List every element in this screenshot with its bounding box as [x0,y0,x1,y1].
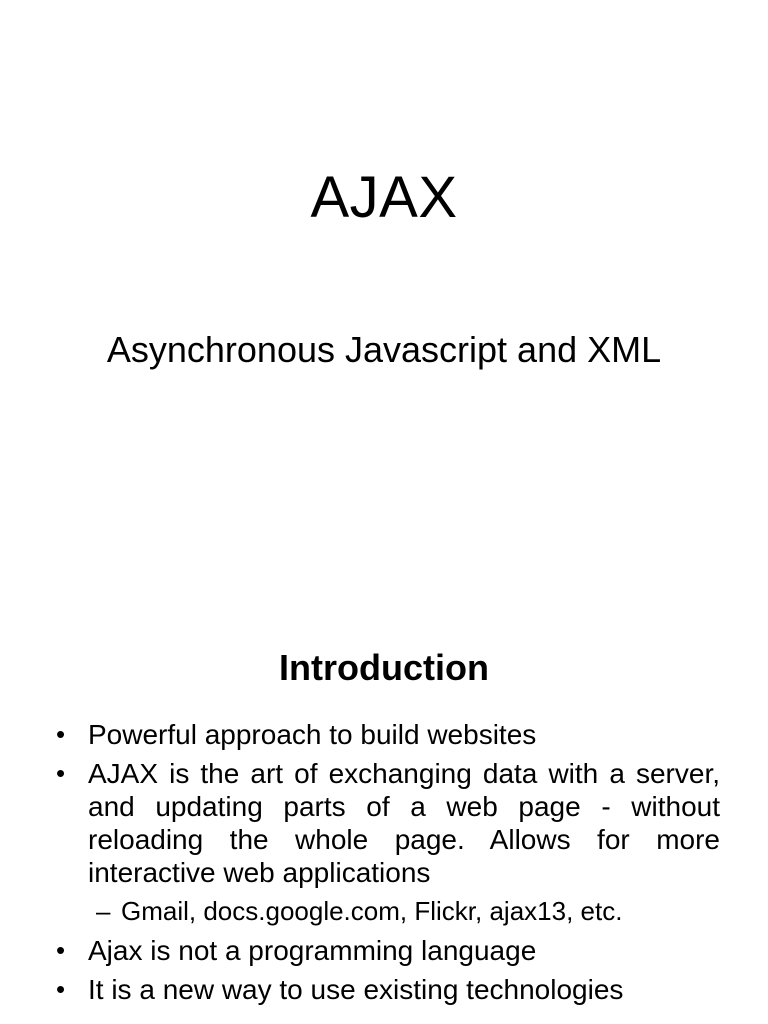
bullet-icon: • [56,758,66,788]
introduction-slide [0,560,768,1024]
bullet-icon: • [56,974,66,1004]
bullet-icon: • [56,719,66,749]
sub-bullet-item [0,895,768,928]
bullet-item [0,934,768,967]
sub-bullet-text: Gmail, docs.google.com, Flickr, ajax13, etc. [121,896,623,926]
bullet-item [0,757,768,889]
slide-subtitle: Asynchronous Javascript and XML [106,329,662,370]
bullet-list [0,718,768,1012]
bullet-icon: • [56,935,66,965]
bullet-text: It is a new way to use existing technologies [88,974,624,1005]
bullet-text: AJAX is the art of exchanging data with a server, and updating parts of a web page - without reloading the whole page. Allows for more interactive web applications [88,758,720,888]
bullet-text: Powerful approach to build websites [88,719,537,750]
bullet-text: Ajax is not a programming language [88,935,537,966]
bullet-item [0,973,768,1006]
slide-heading: Introduction [279,647,489,688]
slide-title: AJAX [310,165,458,230]
bullet-item [0,718,768,751]
dash-icon: – [96,896,111,926]
